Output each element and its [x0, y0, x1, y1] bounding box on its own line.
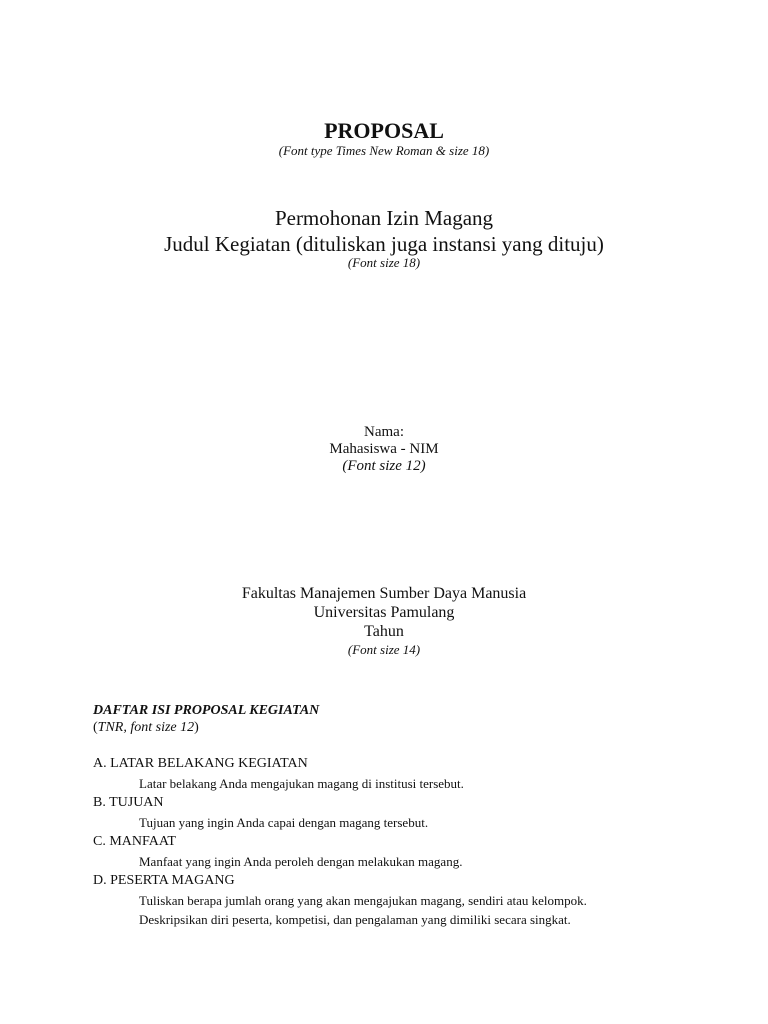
section-desc-manfaat: Manfaat yang ingin Anda peroleh dengan melakukan magang.: [139, 854, 463, 869]
student-info-block: [0, 424, 768, 475]
subtitle-permohonan: Permohonan Izin Magang: [274, 206, 494, 230]
section-title-latar-belakang: A. LATAR BELAKANG KEGIATAN: [93, 756, 308, 771]
university-name: Universitas Pamulang: [313, 604, 455, 621]
subtitle-font-note: (Font size 18): [347, 255, 421, 270]
section-title-tujuan: B. TUJUAN: [93, 795, 164, 810]
toc-section: [93, 832, 733, 871]
proposal-title: PROPOSAL: [324, 118, 444, 143]
section-desc-latar-belakang: Latar belakang Anda mengajukan magang di institusi tersebut.: [139, 776, 464, 791]
section-desc-tujuan: Tujuan yang ingin Anda capai dengan magang tersebut.: [139, 815, 429, 830]
toc-note-italic: TNR, font size 12: [97, 720, 195, 735]
toc-heading: DAFTAR ISI PROPOSAL KEGIATAN: [93, 703, 320, 718]
name-label: Nama:: [364, 424, 404, 440]
year-label: Tahun: [364, 623, 404, 640]
toc-section: [93, 754, 733, 793]
subtitle-judul-kegiatan: Judul Kegiatan (dituliskan juga instansi yang dituju): [164, 232, 604, 256]
student-name-nim: Mahasiswa - NIM: [329, 441, 439, 457]
institution-block: [0, 584, 768, 659]
section-title-manfaat: C. MANFAAT: [93, 834, 176, 849]
section-desc-peserta-deskripsi: Deskripsikan diri peserta, kompetisi, dan pengalaman yang dimiliki secara singkat.: [139, 912, 571, 927]
section-title-peserta-magang: D. PESERTA MAGANG: [93, 873, 235, 888]
name-font-note: (Font size 12): [342, 458, 426, 474]
section-desc-peserta-jumlah: Tuliskan berapa jumlah orang yang akan mengajukan magang, sendiri atau kelompok.: [139, 893, 587, 908]
toc-note-close: ): [194, 720, 199, 735]
institution-font-note: (Font size 14): [347, 642, 421, 657]
table-of-contents: [93, 702, 733, 929]
toc-section: [93, 793, 733, 832]
faculty-name: Fakultas Manajemen Sumber Daya Manusia: [241, 585, 527, 602]
toc-section: [93, 871, 733, 929]
toc-note-open: (: [93, 720, 98, 735]
title-font-note: (Font type Times New Roman & size 18): [278, 143, 490, 158]
toc-font-note: [93, 719, 733, 736]
